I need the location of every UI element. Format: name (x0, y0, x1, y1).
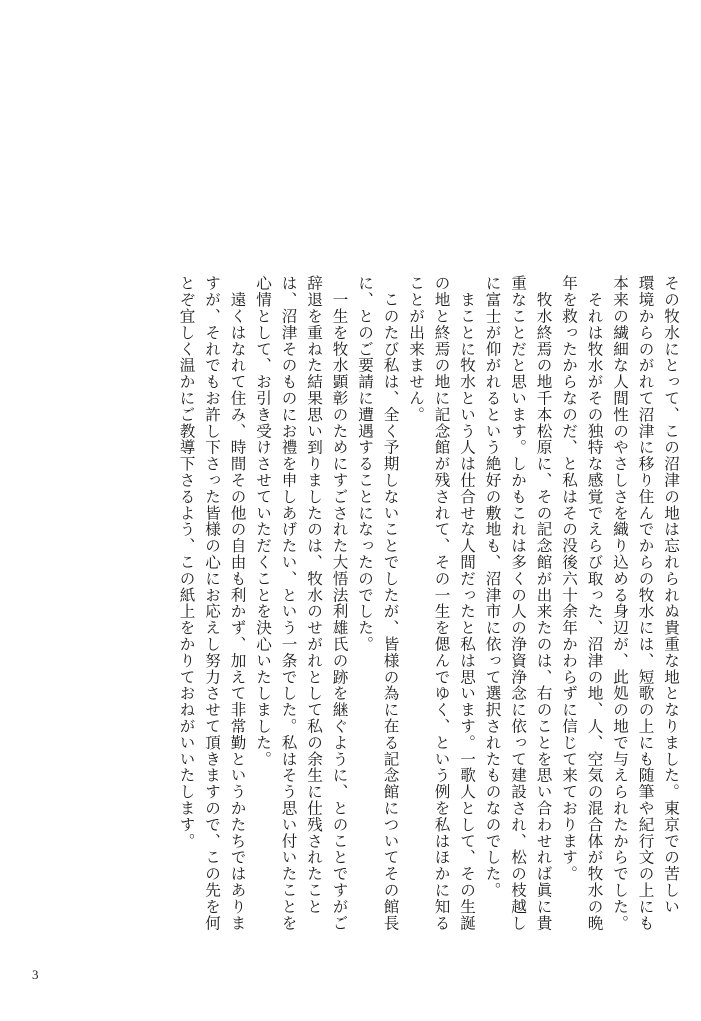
text-line-12: このたび私は、全く予期しないことでしたが、皆様の為に在る記念館についてその館長 (381, 275, 400, 931)
text-line-11: ことが出来ません。 (407, 275, 425, 423)
text-line-13: に、とのご要請に遭遇することになったのでした。 (356, 275, 374, 653)
text-line-16: は、沼津そのものにお禮を申しあげたい、という一条でした。私はそう思い付いたことを (279, 275, 298, 931)
text-line-9: まことに牧水という人は仕合せな人間だったと私は思います。一歌人として、その生誕 (458, 275, 476, 931)
vertical-text-body (173, 275, 683, 931)
text-line-17: 心情として、お引き受けさせていただくことを決心いたしました。 (254, 275, 272, 767)
text-line-1: その牧水にとって、この沼津の地は忘れられぬ貴重な地となりました。東京での苦しい (662, 275, 680, 915)
text-line-2: 環境からのがれて沼津に移り住んでからの牧水には、短歌の上にも随筆や紀行文の上にも (636, 275, 655, 931)
text-line-15: 辞退を重ねた結果思い到りましたのは、牧水のせがれとして私の余生に仕残されたこと (305, 275, 323, 915)
text-line-10: の地と終焉の地に記念館が残されて、その一生を偲んでゆく、という例を私はほかに知る (432, 275, 451, 931)
text-line-7: 重なことだと思います。しかもこれは多くの人の浄資浄念に依って建設され、松の枝越し (509, 275, 527, 931)
text-line-14: 一生を牧水顕彰のためにすごされた大悟法利雄氏の跡を継ぐように、とのことですがご (330, 275, 349, 931)
text-line-3: 本来の繊細な人間性のやさしさを織り込める身辺が、此処の地で与えられたからでした。 (611, 275, 629, 931)
text-line-8: に富士が仰がれるという絶好の敷地も、沼津市に依って選択されたものなのでした。 (483, 275, 502, 899)
text-line-5: 年を救ったからなのだ、と私はその没後六十余年かわらずに信じて来ております。 (560, 275, 578, 882)
text-line-20: とぞ宜しく温かにご教導下さるよう、この紙上をかりておねがいいたします。 (177, 275, 196, 849)
text-line-4: それは牧水がその独特な感覚でえらび取った、沼津の地、人、空気の混合体が牧水の晩 (585, 275, 604, 931)
text-line-18: 遠くはなれて住み、時間その他の自由も利かず、加えて非常勤というかたちではありま (228, 275, 247, 931)
page-number: 3 (32, 967, 39, 982)
text-line-6: 牧水終焉の地千本松原に、その記念館が出来たのは、右のことを思い合わせれば眞に貴 (534, 275, 553, 931)
text-line-19: すが、それでもお許し下さった皆様の心にお応えし努力させて頂きますので、この先を何 (203, 275, 221, 931)
